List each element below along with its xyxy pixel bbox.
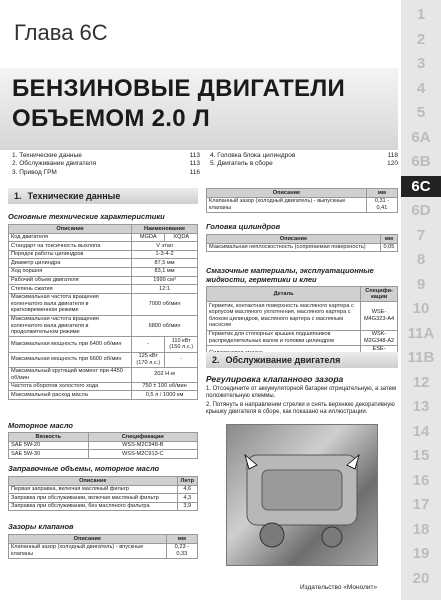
engine-oil-table: Вязкость Спецификации SAE 5W-20 WSS-M2C948-B SAE 5W-30 WSS-M2C913-C [8, 432, 198, 459]
cyl-head-title: Головка цилиндров [206, 222, 281, 231]
table-cell: Клапанный зазор (холодный двигатель) - выпускные клапаны [207, 197, 367, 212]
chapter-tab-4[interactable]: 4 [416, 79, 426, 97]
chapter-tab-6d[interactable]: 6D [411, 202, 431, 219]
toc-left [12, 152, 200, 177]
table-cell: ESE- [361, 345, 398, 360]
table-cell: 0,31 - 0,41 [366, 197, 397, 212]
chapter-tab-17[interactable]: 17 [412, 496, 430, 513]
table-cell: Первая заправка, включая масляный фильтр [9, 485, 178, 494]
table-cell: Максимальная мощность при 6400 об/мин [9, 337, 132, 352]
table-row [207, 197, 398, 212]
table-cell: 4,6 [177, 485, 197, 494]
chapter-tab-18[interactable]: 18 [412, 520, 430, 538]
chapter-tab-19[interactable]: 19 [412, 545, 430, 562]
lubricants-title: Смазочные материалы, эксплуатационные жидкости, герметики и клеи [206, 266, 374, 284]
table-cell: Порядок работы цилиндров [9, 250, 132, 259]
table-row [9, 315, 198, 337]
title-line-1: БЕНЗИНОВЫЕ ДВИГАТЕЛИ [12, 75, 346, 102]
table-cell: Заправка при обслуживании, включая масляный фильтр [9, 494, 178, 503]
table-cell: Стандарт на токсичность выхлопа [9, 242, 132, 251]
table-row [9, 367, 198, 382]
table-row [9, 233, 198, 242]
section-2-header: 2. Обслуживание двигателя [206, 352, 398, 368]
section-1-header: 1. Технические данные [8, 188, 198, 204]
table-row [9, 352, 198, 367]
table-cell: 7000 об/мин [132, 293, 198, 315]
capacities-table: Описание Литр Первая заправка, включая масляный фильтр 4,6 Заправка при обслуживании, включая масляный фильтр 4,3 Заправка при обслуживании, без масляного фильтра 3,9 [8, 476, 198, 511]
publisher-footer: Издательство «Монолит» [300, 584, 378, 591]
table-cell: Заправка при обслуживании, без масляного фильтра [9, 502, 178, 511]
table-cell: Ход поршня [9, 267, 132, 276]
toc-item[interactable]: 4. Головка блока цилиндров 118 [210, 152, 398, 159]
table-cell: Степень сжатия [9, 285, 132, 294]
chapter-tab-12[interactable]: 12 [412, 373, 430, 391]
table-row [9, 259, 198, 268]
table-row [9, 502, 198, 511]
table-cell: 4,3 [177, 494, 197, 503]
table-cell: 83,1 мм [132, 267, 198, 276]
chapter-tab-14[interactable]: 14 [412, 422, 430, 440]
chapter-tab-3[interactable]: 3 [416, 55, 426, 72]
table-cell: V этап [132, 242, 198, 251]
table-cell: Максимальный расход масла [9, 391, 132, 400]
table-cell: Клапанный зазор (холодный двигатель) - впускные клапаны [9, 543, 167, 558]
table-cell: Максимальная неплоскостность (сопрягаемая поверхность) [207, 243, 381, 252]
chapter-tab-11b[interactable]: 11B [407, 349, 435, 366]
valve-adjust-step-2: 2. Потянуть в направлении стрелки и снять верхнюю декоративную крышку двигателя в сборе, как показано на иллюстрации. [206, 402, 395, 416]
table-cell: Максимальная мощность при 6600 об/мин [9, 352, 132, 367]
lubricants-table: Деталь Специфи-кации Герметик, контактная поверхность масляного картера с корпусом масляного уплотнения, масляного картера с блоком цилиндров, масляного картера с масляным насосом WSE-M4G323-A4 Герметик для стопорных крышек подшипников распределительных валов и головки цилиндров WSK-M2G348-A2 ESE- [206, 286, 398, 361]
capacities-title: Заправочные объемы, моторное масло [8, 464, 160, 473]
table-row [9, 242, 198, 251]
valve-adjust-step-1: 1. Отсоедините от аккумуляторной батареи отрицательную, а затем положительную клеммы. [206, 386, 397, 400]
table-row [9, 450, 198, 459]
engine-cover-illustration [226, 424, 378, 566]
chapter-tabs [401, 0, 441, 600]
table-cell: 87,5 мм [132, 259, 198, 268]
table-cell: Герметик, контактная поверхность масляного картера с корпусом масляного уплотнения, масляного картера с блоком цилиндров, масляного картера с масляным насосом [207, 302, 361, 330]
table-row [9, 441, 198, 450]
table-cell: Максимальная частота вращения коленчатого вала двигателя в продолжительном режиме [9, 315, 132, 337]
chapter-tab-6a[interactable]: 6A [411, 128, 431, 146]
chapter-tab-20[interactable]: 20 [412, 569, 430, 587]
table-cell: 1999 см³ [132, 276, 198, 285]
table-row [9, 285, 198, 294]
table-row [9, 543, 198, 558]
table-cell: WSK-M2G348-A2 [361, 330, 398, 345]
table-row [207, 330, 398, 345]
chapter-tab-11a[interactable]: 11A [407, 324, 435, 342]
chapter-tab-1[interactable]: 1 [416, 6, 426, 23]
table-cell: Частота оборотов холостого хода [9, 382, 132, 391]
toc-item[interactable]: 5. Двигатель в сборе 120 [210, 160, 398, 168]
chapter-tab-6b[interactable]: 6B [411, 153, 431, 170]
table-cell: 3,9 [177, 502, 197, 511]
chapter-tab-7[interactable]: 7 [416, 226, 426, 244]
valve-gaps-title: Зазоры клапанов [8, 522, 74, 531]
table-cell: WSS-M2C948-B [88, 441, 197, 450]
table-cell: SAE 5W-30 [9, 450, 89, 459]
table-cell: Максимальная частота вращения коленчатого вала двигателя в кратковременном режиме [9, 293, 132, 315]
table-row [9, 337, 198, 352]
table-cell: 750 ± 100 об/мин [132, 382, 198, 391]
toc-item[interactable]: 3. Привод ГРМ 116 [12, 168, 200, 176]
table-cell: 6800 об/мин [132, 315, 198, 337]
table-cell: - [132, 337, 165, 352]
table-cell: Рабочий объем двигателя [9, 276, 132, 285]
table-cell: 0,5 л / 1000 км [132, 391, 198, 400]
toc-right [210, 152, 398, 169]
table-cell: 1-3-4-2 [132, 250, 198, 259]
table-cell: - [165, 352, 198, 367]
table-cell: Код двигателя [9, 233, 132, 242]
basic-chars-table: Описание Наименование Код двигателя MGDA XQDA Стандарт на токсичность выхлопа V этап Порядок работы цилиндров 1-3-4-2 Диаметр цилиндра 87,5 мм Ход поршня 83,1 мм Рабочий объем двигателя 1999 см³ Степень сжатия 12:1 Максимальная частота вращения коленчатого вала двигателя в кратковременном режиме 7000 об/мин Максимальная частота вращения коленчатого вала двигателя в продолжительном режиме 6800 об/мин Максимальная мощность при 6400 об/мин - 110 кВт (150 л.с.) Максимальная мощность при 6600 об/мин 125 кВт (170 л.с.) - Максимальный крутящий момент при 4450 об/мин 202 Н·м Частота оборотов холостого хода 750 ± 100 об/мин Максимальный расход масла 0,5 л / 1000 км [8, 224, 198, 400]
engine-oil-title: Моторное масло [8, 421, 73, 430]
table-cell: 110 кВт (150 л.с.) [165, 337, 198, 352]
chapter-tab-2[interactable]: 2 [416, 30, 426, 48]
table-row [9, 267, 198, 276]
table-cell: Максимальный крутящий момент при 4450 об/мин [9, 367, 132, 382]
title-line-2: ОБЪЕМОМ 2.0 Л [12, 105, 210, 132]
table-row [9, 276, 198, 285]
page-title [12, 74, 345, 134]
table-row [9, 391, 198, 400]
table-row [207, 302, 398, 330]
toc-item[interactable]: 2. Обслуживание двигателя 113 [12, 160, 200, 168]
table-cell: Диаметр цилиндра [9, 259, 132, 268]
table-cell: MGDA [132, 233, 165, 242]
chapter-tab-16[interactable]: 16 [412, 471, 430, 489]
chapter-tab-13[interactable]: 13 [412, 398, 430, 415]
table-cell: 12:1 [132, 285, 198, 294]
basic-chars-title: Основные технические характеристики [8, 212, 165, 221]
table-row [9, 494, 198, 503]
chapter-tab-9[interactable]: 9 [416, 275, 426, 293]
table-row [9, 293, 198, 315]
toc-item[interactable]: 1. Технические данные 113 [12, 152, 200, 159]
chapter-tab-10[interactable]: 10 [412, 300, 430, 317]
chapter-tab-6c[interactable]: 6C [401, 176, 441, 197]
table-cell: 125 кВт (170 л.с.) [132, 352, 165, 367]
table-row [9, 250, 198, 259]
table-cell: XQDA [165, 233, 198, 242]
table-row [9, 485, 198, 494]
chapter-tab-15[interactable]: 15 [412, 447, 430, 464]
exhaust-gap-table: Описание мм Клапанный зазор (холодный двигатель) - выпускные клапаны 0,31 - 0,41 [206, 188, 398, 213]
chapter-label: Глава 6С [14, 20, 108, 45]
table-cell: 0,23 - 0,33 [166, 543, 197, 558]
table-row [9, 382, 198, 391]
table-cell: WSS-M2C913-C [88, 450, 197, 459]
table-cell: 202 Н·м [132, 367, 198, 382]
table-cell: WSE-M4G323-A4 [361, 302, 398, 330]
cyl-head-table: Описание мм Максимальная неплоскостность (сопрягаемая поверхность) 0,05 [206, 234, 398, 252]
table-cell: 0,05 [380, 243, 397, 252]
valve-adjust-title: Регулировка клапанного зазора [206, 374, 344, 384]
table-cell: Герметик для стопорных крышек подшипников распределительных валов и головки цилиндров [207, 330, 361, 345]
table-row [207, 243, 398, 252]
chapter-tab-5[interactable]: 5 [416, 104, 426, 121]
table-cell: SAE 5W-20 [9, 441, 89, 450]
chapter-tab-8[interactable]: 8 [416, 251, 426, 268]
valve-gaps-table: Описание мм Клапанный зазор (холодный двигатель) - впускные клапаны 0,23 - 0,33 [8, 534, 198, 559]
